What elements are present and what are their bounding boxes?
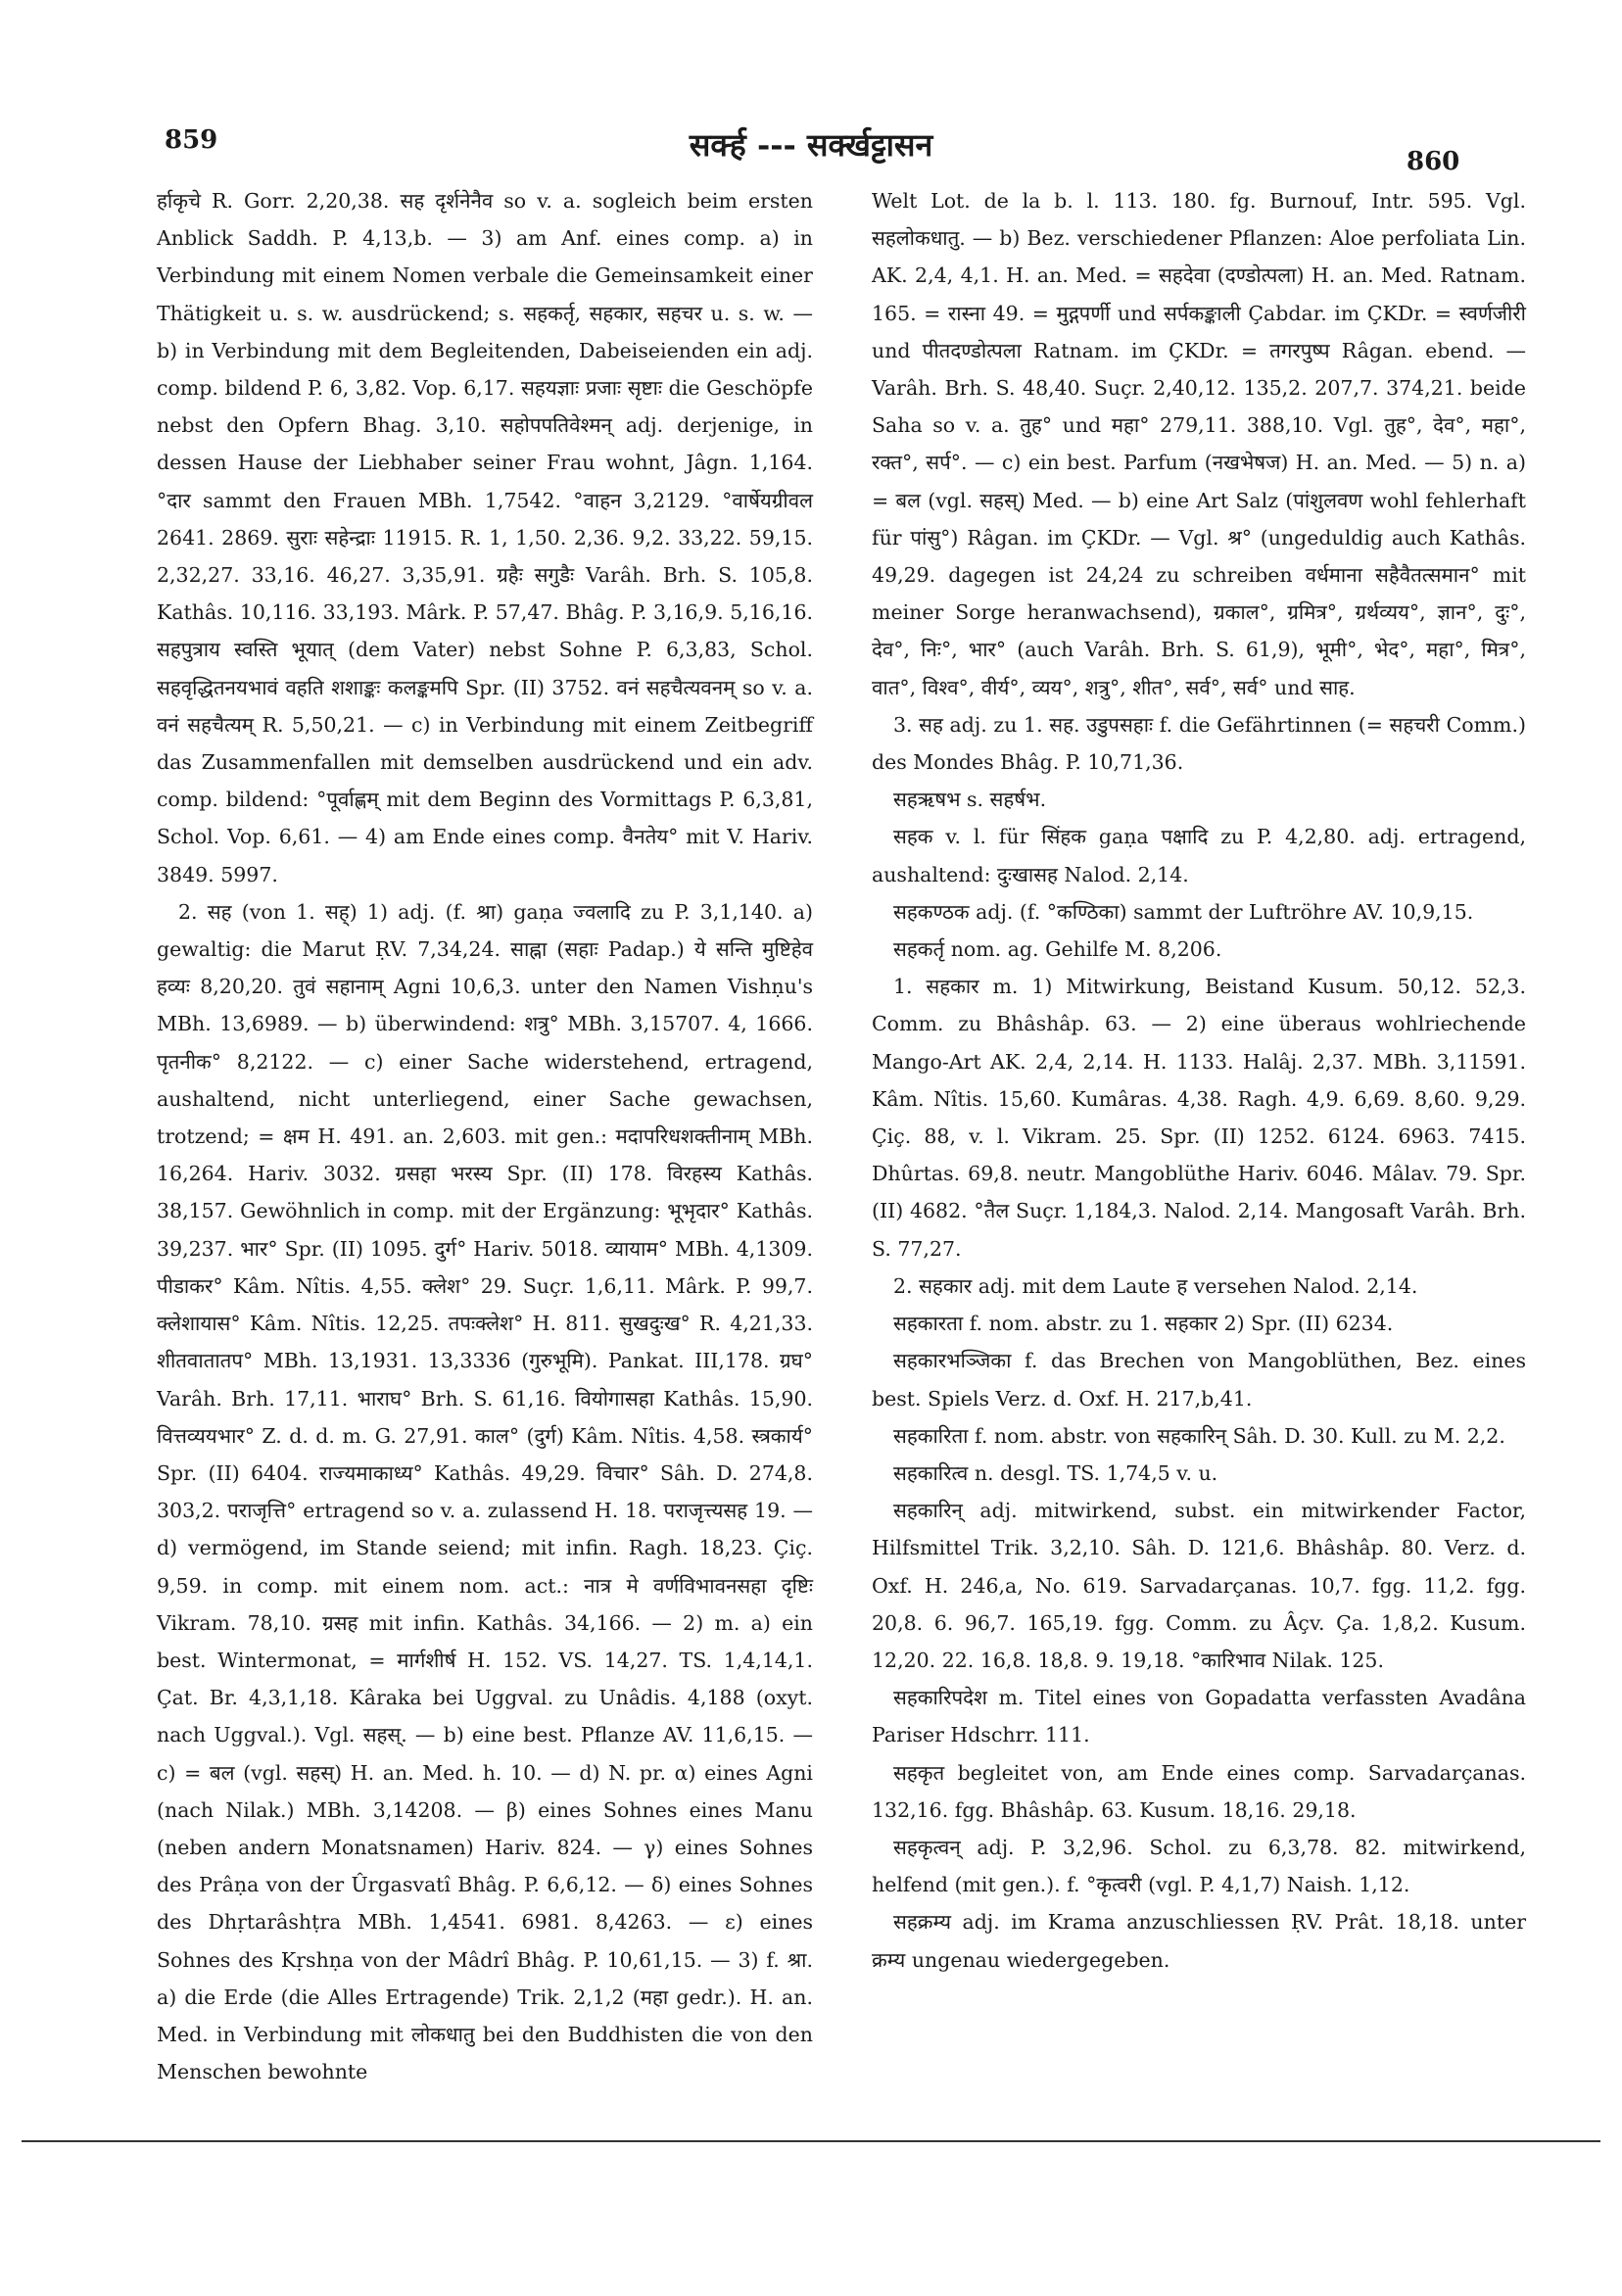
right-column: [872, 182, 1526, 1979]
page-number-left: 859: [165, 125, 218, 155]
entry-paragraph: सहकारिन् adj. mitwirkend, subst. ein mitwirkender Factor, Hilfsmittel Trik. 3,2,10. Sâh. D. 121,6. Bhâshâp. 80. Verz. d. Oxf. H. 246,a, No. 619. Sarvadarçanas. 10,7. fgg. 11,2. fgg. 20,8. 6. 96,7. 165,19. fgg. Comm. zu Âçv. Ça. 1,8,2. Kusum. 12,20. 22. 16,8. 18,8. 9. 19,18. °कारिभाव Nilak. 125.: [872, 1499, 1526, 1672]
entry-paragraph: 2. सहकार adj. mit dem Laute ह versehen Nalod. 2,14.: [893, 1273, 1418, 1298]
entry-paragraph: सहऋषभ s. सहर्षभ.: [893, 788, 1047, 812]
entry-paragraph: सहकर्तृ nom. ag. Gehilfe M. 8,206.: [893, 937, 1222, 962]
entry-paragraph: 1. सहकार m. 1) Mitwirkung, Beistand Kusum. 50,12. 52,3. Comm. zu Bhâshâp. 63. — 2) eine überaus wohlriechende Mango-Art AK. 2,4, 2,14. H. 1133. Halâj. 2,37. MBh. 3,11591. Kâm. Nîtis. 15,60. Kumâras. 4,38. Ragh. 4,9. 6,69. 8,60. 9,29. Çiç. 88, v. l. Vikram. 25. Spr. (II) 1252. 6124. 6963. 7415. Dhûrtas. 69,8. neutr. Mangoblüthe Hariv. 6046. Mâlav. 79. Spr. (II) 4682. °तैल Suçr. 1,184,3. Nalod. 2,14. Mangosaft Varâh. Brh. S. 77,27.: [872, 975, 1526, 1261]
entry-paragraph: 2. सह (von 1. सह्) 1) adj. (f. श्रा) gaṇa ज्वलादि zu P. 3,1,140. a) gewaltig: die Marut ṚV. 7,34,24. साह्ना (सहाः Padap.) ये सन्ति मुष्टिहेव हव्यः 8,20,20. तुवं सहानाम् Agni 10,6,3. unter den Namen Vishṇu's MBh. 13,6989. — b) überwindend: शत्रु° MBh. 3,15707. 4, 1666. पृतनीक° 8,2122. — c) einer Sache widerstehend, ertragend, aushaltend, nicht unterliegend, einer Sache gewachsen, trotzend; = क्षम H. 491. an. 2,603. mit gen.: मदापरिधशक्तीनाम् MBh. 16,264. Hariv. 3032. ग्रसहा भरस्य Spr. (II) 178. विरहस्य Kathâs. 38,157. Gewöhnlich in comp. mit der Ergänzung: भूभृदार° Kathâs. 39,237. भार° Spr. (II) 1095. दुर्ग° Hariv. 5018. व्यायाम° MBh. 4,1309. पीडाकर° Kâm. Nîtis. 4,55. क्लेश° 29. Suçr. 1,6,11. Mârk. P. 99,7. क्लेशायास° Kâm. Nîtis. 12,25. तपःक्लेश° H. 811. सुखदुःख° R. 4,21,33. शीतवातातप° MBh. 13,1931. 13,3336 (गुरुभूमि). Pankat. III,178. ग्रघ° Varâh. Brh. 17,11. भाराघ° Brh. S. 61,16. वियोगासहा Kathâs. 15,90. वित्तव्ययभार° Z. d. d. m. G. 27,91. काल° (दुर्ग) Kâm. Nîtis. 4,58. स्त्रकार्य° Spr. (II) 6404. राज्यमाकाध्य° Kathâs. 49,29. विचार° Sâh. D. 274,8. 303,2. पराजृत्ति° ertragend so v. a. zulassend H. 18. पराजृत्त्यसह 19. — d) vermögend, im Stande seiend; mit infin. Ragh. 18,23. Çiç. 9,59. in comp. mit einem nom. act.: नात्र मे वर्णविभावनसहा दृष्टिः Vikram. 78,10. ग्रसह mit infin. Kathâs. 34,166. — 2) m. a) ein best. Wintermonat, = मार्गशीर्ष H. 152. VS. 14,27. TS. 1,4,14,1. Çat. Br. 4,3,1,18. Kâraka bei Uggval. zu Unâdis. 4,188 (oxyt. nach Uggval.). Vgl. सहस्. — b) eine best. Pflanze AV. 11,6,15. — c) = बल (vgl. सहस्) H. an. Med. h. 10. — d) N. pr. α) eines Agni (nach Nilak.) MBh. 3,14208. — β) eines Sohnes eines Manu (neben andern Monatsnamen) Hariv. 824. — γ) eines Sohnes des Prâṇa von der Ûrgasvatî Bhâg. P. 6,6,12. — δ) eines Sohnes des Dhṛtarâshṭra MBh. 1,4541. 6981. 8,4263. — ε) eines Sohnes des Kṛshṇa von der Mâdrî Bhâg. P. 10,61,15. — 3) f. श्रा. a) die Erde (die Alles Ertragende) Trik. 2,1,2 (महा gedr.). H. an. Med. in Verbindung mit लोकधातु bei den Buddhisten die von den Menschen bewohnte: [157, 899, 813, 2084]
entry-paragraph: Welt Lot. de la b. l. 113. 180. fg. Burnouf, Intr. 595. Vgl. सहलोकधातु. — b) Bez. verschiedener Pflanzen: Aloe perfoliata Lin. AK. 2,4, 4,1. H. an. Med. = सहदेवा (दण्डोत्पला) H. an. Med. Ratnam. 165. = रास्ना 49. = मुद्गपर्णी und सर्पकङ्काली Çabdar. im ÇKDr. = स्वर्णजीरी und पीतदण्डोत्पला Ratnam. im ÇKDr. = तगरपुष्प Râgan. ebend. — Varâh. Brh. S. 48,40. Suçr. 2,40,12. 135,2. 207,7. 374,21. beide Saha so v. a. तुह° und महा° 279,11. 388,10. Vgl. तुह°, देव°, महा°, रक्त°, सर्प°. — c) ein best. Parfum (नखभेषज) H. an. Med. — 5) n. a) = बल (vgl. सहस्) Med. — b) eine Art Salz (पांशुलवण wohl fehlerhaft für पांसु°) Râgan. im ÇKDr. — Vgl. श्र° (ungeduldig auch Kathâs. 49,29. dagegen ist 24,24 zu schreiben वर्धमाना सहैवैतत्समान° mit meiner Sorge heranwachsend), ग्रकाल°, ग्रमित्र°, ग्रर्थव्यय°, ज्ञान°, दुः°, देव°, निः°, भार° (auch Varâh. Brh. S. 61,9), भूमी°, भेद°, महा°, मित्र°, वात°, विश्व°, वीर्य°, व्यय°, शत्रु°, शीत°, सर्व°, सर्व° und साह.: [872, 189, 1526, 699]
entry-paragraph: सहकारित्व n. desgl. TS. 1,74,5 v. u.: [893, 1460, 1218, 1485]
left-column: [157, 182, 813, 2090]
entry-paragraph: सहकारिता f. nom. abstr. von सहकारिन् Sâh. D. 30. Kull. zu M. 2,2.: [893, 1423, 1505, 1448]
entry-paragraph: सहकारिपदेश m. Titel eines von Gopadatta verfassten Avadâna Pariser Hdschrr. 111.: [872, 1686, 1526, 1747]
entry-paragraph: सहक्रम्य adj. im Krama anzuschliessen ṚV. Prât. 18,18. unter क्रम्य ungenau wiedergegeben.: [872, 1910, 1526, 1972]
entry-paragraph: सहकृत्वन् adj. P. 3,2,96. Schol. zu 6,3,78. 82. mitwirkend, helfend (mit gen.). f. °कृत्वरी (vgl. P. 4,1,7) Naish. 1,12.: [872, 1835, 1526, 1897]
entry-paragraph: सहक v. l. für सिंहक gaṇa पक्षादि zu P. 4,2,80. adj. ertragend, aushaltend: दुःखासह Nalod. 2,14.: [872, 825, 1526, 886]
bottom-rule: [22, 2140, 1600, 2142]
page-number-right: 860: [1407, 147, 1460, 176]
entry-paragraph: सहकारता f. nom. abstr. zu 1. सहकार 2) Spr. (II) 6234.: [893, 1312, 1394, 1336]
entry-paragraph: 3. सह adj. zu 1. सह. उडुपसहाः f. die Gefährtinnen (= सहचरी Comm.) des Mondes Bhâg. P. 10,71,36.: [872, 712, 1526, 775]
entry-paragraph: र्हाकृचे R. Gorr. 2,20,38. सह दृर्शनेनैव so v. a. sogleich beim ersten Anblick Saddh. P. 4,13,b. — 3) am Anf. eines comp. a) in Verbindung mit einem Nomen verbale die Gemeinsamkeit einer Thätigkeit u. s. w. ausdrückend; s. सहकर्तृ, सहकार, सहचर u. s. w. — b) in Verbindung mit dem Begleitenden, Dabeiseienden ein adj. comp. bildend P. 6, 3,82. Vop. 6,17. सहयज्ञाः प्रजाः सृष्टाः die Geschöpfe nebst den Opfern Bhag. 3,10. सहोपपतिवेश्मन् adj. derjenige, in dessen Hause der Liebhaber seiner Frau wohnt, Jâgn. 1,164. °दार sammt den Frauen MBh. 1,7542. °वाहन 3,2129. °वार्षेयग्रीवल 2641. 2869. सुराः सहेन्द्राः 11915. R. 1, 1,50. 2,36. 9,2. 33,22. 59,15. 2,32,27. 33,16. 46,27. 3,35,91. ग्रहैः सगुडैः Varâh. Brh. S. 105,8. Kathâs. 10,116. 33,193. Mârk. P. 57,47. Bhâg. P. 3,16,9. 5,16,16. सहपुत्राय स्वस्ति भूयात् (dem Vater) nebst Sohne P. 6,3,83, Schol. सहवृद्धितनयभावं वहति शशाङ्कः कलङ्कमपि Spr. (II) 3752. वनं सहचैत्यवनम् so v. a. वनं सहचैत्यम् R. 5,50,21. — c) in Verbindung mit einem Zeitbegriff das Zusammenfallen mit demselben ausdrückend und ein adv. comp. bildend: °पूर्वाह्णम् mit dem Beginn des Vormittags P. 6,3,81, Schol. Vop. 6,61. — 4) am Ende eines comp. वैनतेय° mit V. Hariv. 3849. 5997.: [157, 189, 813, 886]
entry-paragraph: सहकृत begleitet von, am Ende eines comp. Sarvadarçanas. 132,16. fgg. Bhâshâp. 63. Kusum. 18,16. 29,18.: [872, 1760, 1526, 1822]
page-running-title: सर्क्ह --- सर्क्खट्टासन: [689, 126, 933, 164]
entry-paragraph: सहकण्ठक adj. (f. °कण्ठिका) sammt der Luftröhre AV. 10,9,15.: [893, 899, 1474, 924]
entry-paragraph: सहकारभञ्जिका f. das Brechen von Mangoblüthen, Bez. eines best. Spiels Verz. d. Oxf. H. 217,b,41.: [872, 1349, 1526, 1411]
